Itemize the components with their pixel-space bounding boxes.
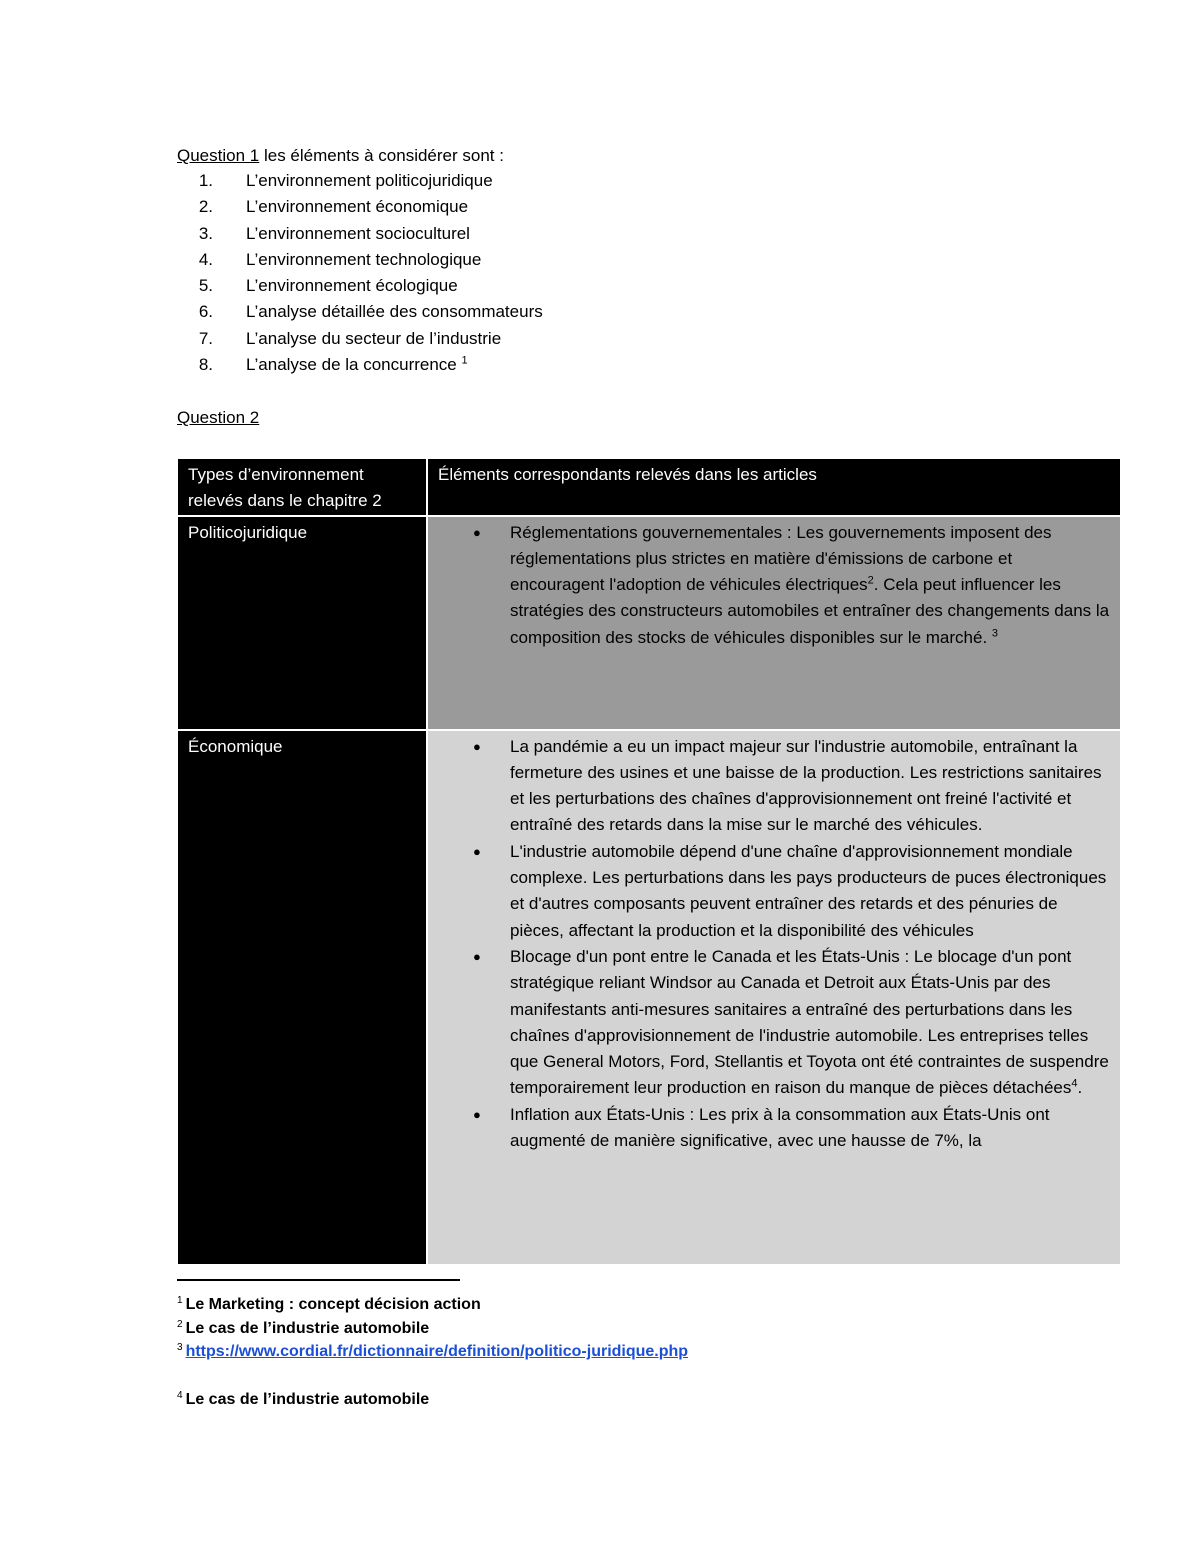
list-item: 2. L’environnement économique [198, 197, 469, 217]
row-label-economique: Économique [177, 730, 427, 1265]
question-2-heading [177, 407, 259, 429]
question-1-heading [177, 145, 504, 167]
list-item: ● Blocage d'un pont entre le Canada et les États-Unis : Le blocage d'un pont stratégique reliant Windsor au Canada et Detroit aux États-Unis par des manifestants anti-mesures sanitaires a entraîné des perturbations dans les chaînes d'approvisionnement de l'industrie automobile. Les entreprises telles que General Motors, Ford, Stellantis et Toyota ont été contraintes de suspendre temporairement leur production en raison du manque de pièces détachées$^4$. [510, 944, 1110, 1102]
row-content-economique [427, 730, 1121, 1265]
criteria-list [177, 170, 543, 380]
bullet-icon: ● [473, 1106, 481, 1122]
list-item: 4. L’environnement technologique [198, 249, 482, 269]
list-item: ● Inflation aux États-Unis : Les prix à la consommation aux États-Unis ont augmenté de manière significative, avec une hausse de 7%, la [510, 1102, 1110, 1155]
list-item: 1. L’environnement politicojuridique [198, 171, 493, 190]
bullet-icon: ● [473, 524, 481, 540]
bullet-list [438, 734, 1110, 1155]
row-label-politicojuridique: Politicojuridique [177, 516, 427, 730]
question-1-label: Question 1 [177, 146, 260, 165]
list-item: 7. L’analyse du secteur de l’industrie [198, 328, 502, 348]
list-item: 3. L’environnement socioculturel [198, 223, 470, 243]
footnote-link[interactable]: https://www.cordial.fr/dictionnaire/definition/politico-juridique.php [185, 1343, 689, 1360]
list-item: ● L'industrie automobile dépend d'une chaîne d'approvisionnement mondiale complexe. Les perturbations dans les pays producteurs de puces électroniques et d'autres composants peuvent entraîner des retards et des pénuries de pièces, affectant la production et la disponibilité des véhicules [510, 839, 1110, 944]
footnote-separator [177, 1279, 460, 1281]
environment-table [176, 457, 1122, 1266]
list-item: ● Réglementations gouvernementales : Les gouvernements imposent des réglementations plus strictes en matière d'émissions de carbone et encouragent l'adoption de véhicules électriques$^2$. Cela peut influencer les stratégies des constructeurs automobiles et entraîner des changements dans la composition des stocks de véhicules disponibles sur le marché. $^3$ [510, 520, 1110, 651]
table-header-col2: Éléments correspondants relevés dans les articles [427, 458, 1121, 516]
bullet-icon: ● [473, 843, 481, 859]
table-header-col1: Types d’environnement relevés dans le chapitre 2 [177, 458, 427, 516]
footnote-ref: 4 [1071, 1077, 1078, 1090]
list-item: 6. L’analyse détaillée des consommateurs [198, 302, 543, 322]
footnote-ref: 1 [461, 354, 468, 367]
footnote-ref: 3 [991, 627, 999, 640]
footnote-2: $^2$ Le cas de l’industrie automobile [177, 1318, 430, 1337]
footnote-4: $^4$ Le cas de l’industrie automobile [177, 1389, 430, 1408]
question-2-label: Question 2 [177, 408, 260, 427]
question-1-intro: les éléments à considérer sont : [259, 146, 504, 165]
list-item: ● La pandémie a eu un impact majeur sur l'industrie automobile, entraînant la fermeture des usines et une baisse de la production. Les restrictions sanitaires et les perturbations des chaînes d'approvisionnement ont freiné l'activité et entraîné des retards dans la mise sur le marché des véhicules. [510, 734, 1110, 839]
bullet-icon: ● [473, 948, 481, 964]
row-content-politicojuridique [427, 516, 1121, 730]
bullet-list [438, 520, 1110, 651]
footnote-ref: 2 [867, 574, 874, 587]
table-row [177, 730, 1121, 1265]
bullet-icon: ● [473, 738, 481, 754]
table-row [177, 516, 1121, 730]
list-item: 5. L’environnement écologique [198, 276, 458, 296]
footnote-1: $^1$ Le Marketing : concept décision action [177, 1294, 481, 1313]
list-item: 8. L’analyse de la concurrence $^1$ [198, 354, 468, 375]
footnote-3: $^3$ https://www.cordial.fr/dictionnaire/definition/politico-juridique.php [177, 1341, 689, 1360]
table-header-row [177, 458, 1121, 516]
